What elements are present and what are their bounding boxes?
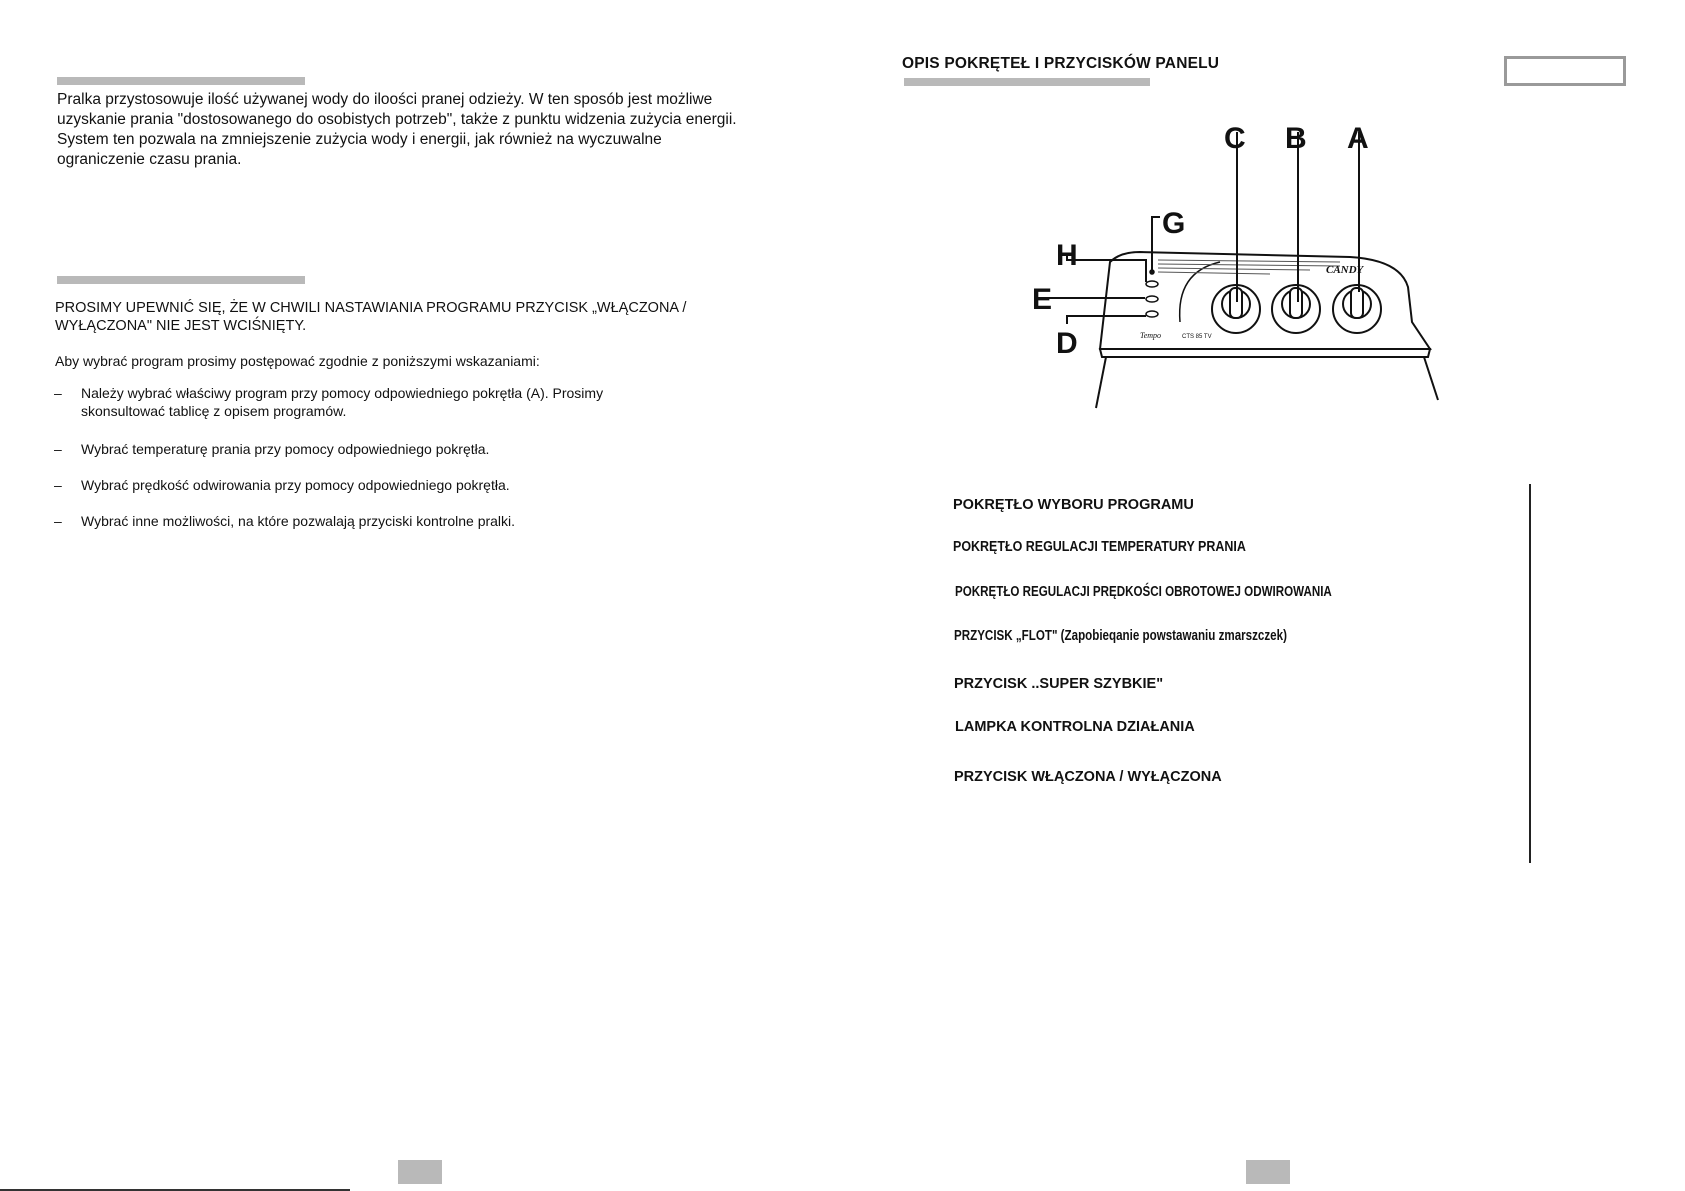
page-number-box-right: [1246, 1160, 1290, 1184]
label-e: E: [1032, 283, 1053, 316]
panel-buttons: [1146, 270, 1158, 317]
instructions-intro: Aby wybrać program prosimy postępować zgodnie z poniższymi wskazaniami:: [55, 353, 540, 369]
legend-item-6: LAMPKA KONTROLNA DZIAŁANIA: [955, 719, 1195, 735]
step-text: Wybrać inne możliwości, na które pozwalają przyciski kontrolne pralki.: [81, 513, 516, 529]
legend-item-1: POKRĘTŁO WYBORU PROGRAMU: [953, 497, 1194, 513]
legend-item-5: PRZYCISK ..SUPER SZYBKIE": [954, 676, 1164, 692]
lamp-g: [1150, 270, 1154, 274]
intro-line-3: System ten pozwala na zmniejszenie zużycia wody i energii, jak również na wyczuwalne: [57, 131, 662, 148]
panel-top-hatching: [1158, 260, 1340, 274]
vertical-divider: [1529, 484, 1531, 863]
page-heading: OPIS POKRĘTEŁ I PRZYCISKÓW PANELU: [902, 55, 1220, 72]
page-number-box-left: [398, 1160, 442, 1184]
warning-line-2: WYŁĄCZONA" NIE JEST WCIŚNIĘTY.: [55, 318, 307, 334]
step-text: Wybrać prędkość odwirowania przy pomocy odpowiedniego pokrętła.: [81, 477, 510, 493]
label-b: B: [1285, 122, 1307, 155]
step-dash: –: [54, 385, 62, 401]
step-item: [54, 440, 734, 458]
label-h: H: [1056, 239, 1078, 272]
language-tab-box: [1504, 56, 1626, 86]
intro-line-4: ograniczenie czasu prania.: [57, 151, 242, 168]
legend-item-7: PRZYCISK WŁĄCZONA / WYŁĄCZONA: [954, 769, 1222, 785]
step-text: skonsultować tablicę z opisem programów.: [81, 403, 347, 419]
panel-left-leg: [1096, 357, 1106, 408]
label-d: D: [1056, 327, 1078, 360]
intro-line-1: Pralka przystosowuje ilość używanej wody do iloości pranej odzieży. W ten sposób jest możliwe: [57, 91, 713, 108]
legend-item-4: PRZYCISK „FLOT" (Zapobieqanie powstawaniu zmarszczek): [954, 628, 1287, 644]
panel-base: [1100, 349, 1430, 357]
knob-a: [1333, 285, 1381, 333]
control-panel-diagram: [1010, 112, 1460, 412]
label-g: G: [1162, 207, 1186, 240]
step-dash: –: [54, 513, 62, 529]
panel-right-leg: [1424, 357, 1438, 400]
label-c: C: [1224, 122, 1246, 155]
button-h: [1146, 281, 1158, 287]
instruction-steps: [54, 384, 734, 530]
model-text: CTS 85 TV: [1182, 334, 1212, 340]
step-item: [54, 512, 734, 530]
step-dash: –: [54, 441, 62, 457]
panel-badge: Tempo: [1140, 331, 1162, 340]
button-d: [1146, 311, 1158, 317]
section-bar-2: [57, 276, 305, 284]
step-item: [54, 384, 734, 420]
knob-b: [1272, 285, 1320, 333]
button-e: [1146, 296, 1158, 302]
intro-line-2: uzyskanie prania "dostosowanego do osobistych potrzeb", także z punktu widzenia zużycia energii.: [57, 111, 737, 128]
section-bar-1: [57, 77, 305, 85]
step-text: Wybrać temperaturę prania przy pomocy odpowiedniego pokrętła.: [81, 441, 490, 457]
step-dash: –: [54, 477, 62, 493]
label-a: A: [1347, 122, 1369, 155]
step-item: [54, 476, 734, 494]
warning-line-1: PROSIMY UPEWNIĆ SIĘ, ŻE W CHWILI NASTAWIANIA PROGRAMU PRZYCISK „WŁĄCZONA /: [55, 300, 687, 316]
legend-item-2: POKRĘTŁO REGULACJI TEMPERATURY PRANIA: [953, 539, 1246, 555]
brand-logo: CANDY: [1326, 264, 1364, 276]
step-text: Należy wybrać właściwy program przy pomocy odpowiedniego pokrętła (A). Prosimy: [81, 385, 604, 401]
heading-bar: [904, 78, 1150, 86]
legend-item-3: POKRĘTŁO REGULACJI PRĘDKOŚCI OBROTOWEJ ODWIROWANIA: [955, 584, 1332, 600]
